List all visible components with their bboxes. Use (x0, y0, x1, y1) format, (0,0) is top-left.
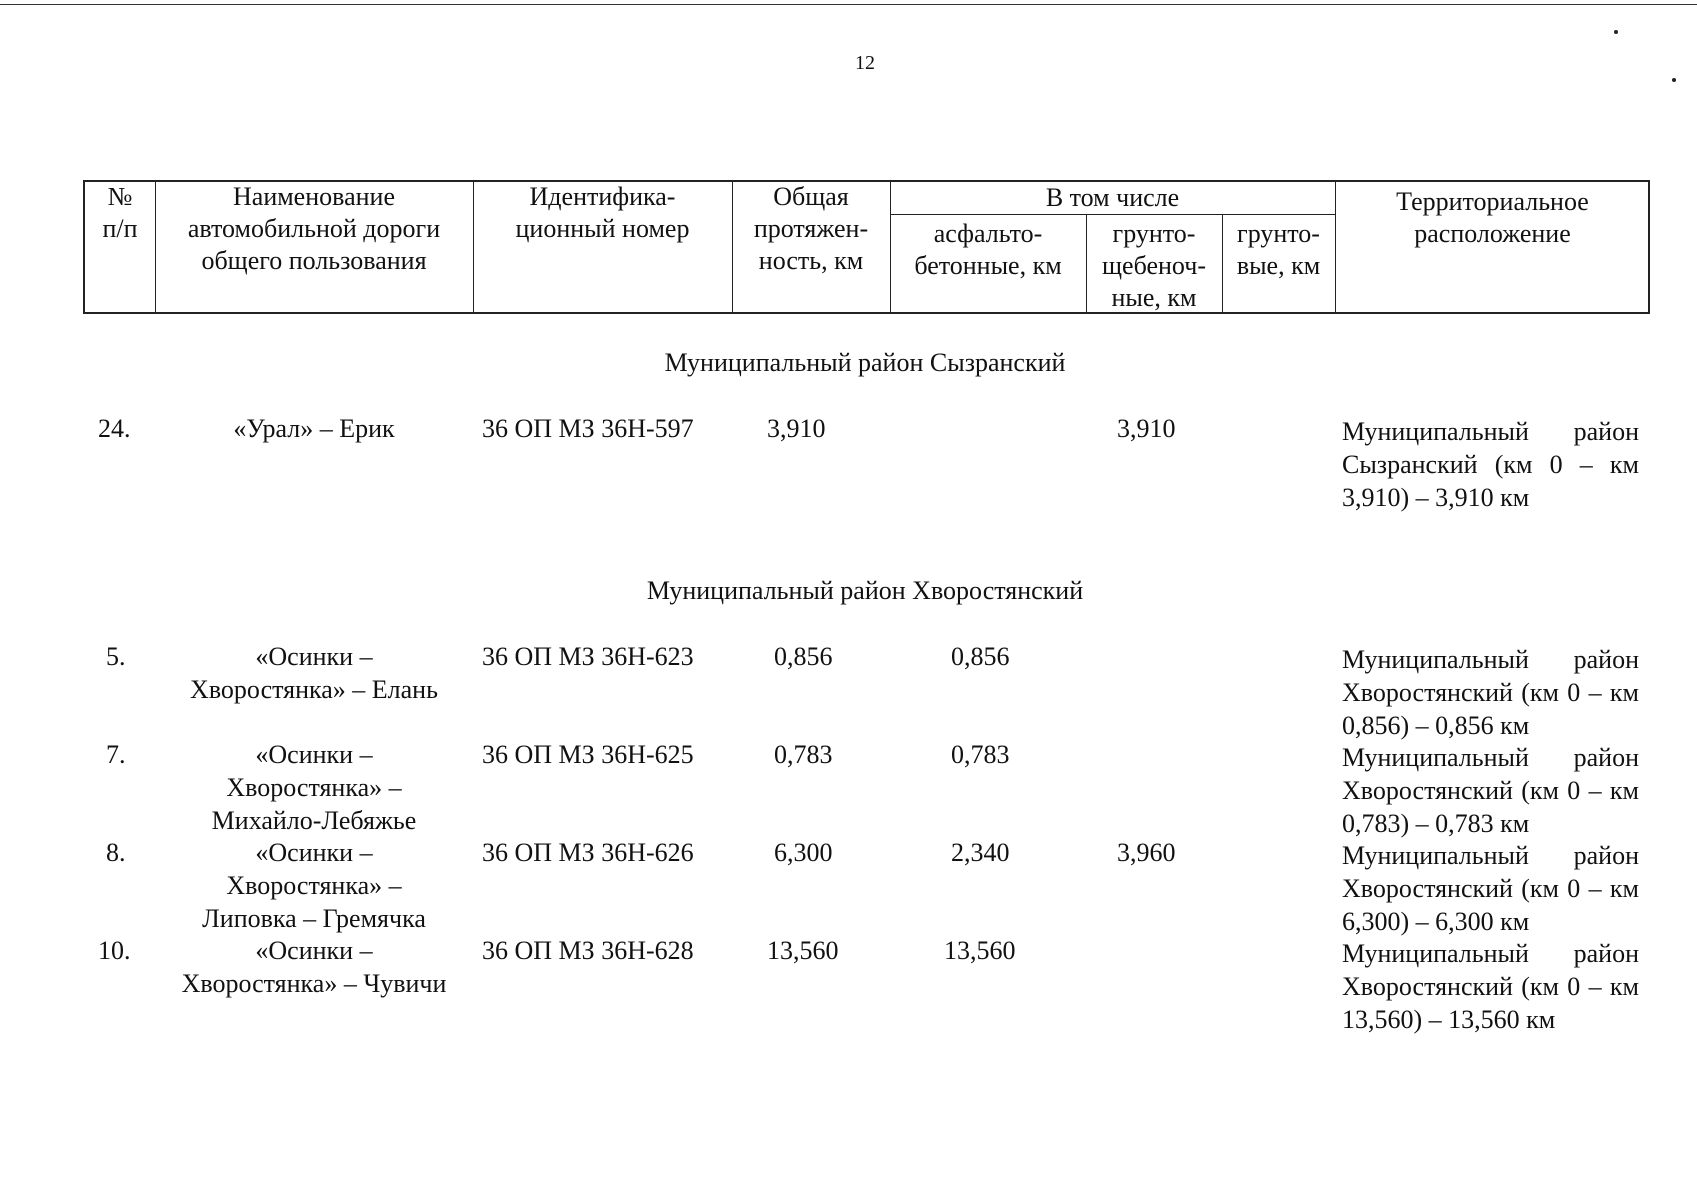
road-name: «Осинки – Хворостянка» – Михайло-Лебяжье (211, 740, 417, 835)
row-number: 24. (98, 414, 131, 443)
territory: Муниципальный район Сызранский (км 0 – км 3,910) – 3,910 км (1342, 417, 1639, 512)
header-asphalt: асфальто- бетонные, км (914, 219, 1062, 280)
total-length: 0,856 (774, 642, 833, 671)
territory: Муниципальный район Хворостянский (км 0 – км 0,783) – 0,783 км (1342, 743, 1639, 838)
header-gravel: грунто- щебеноч- ные, км (1102, 219, 1206, 312)
table-header (83, 180, 1650, 314)
road-name: «Осинки – Хворостянка» – Елань (190, 642, 438, 704)
scan-speck (1614, 30, 1618, 34)
page-number: 12 (855, 52, 875, 74)
header-number: № п/п (102, 182, 138, 243)
section-title: Муниципальный район Сызранский (664, 348, 1066, 377)
header-dirt: грунто- вые, км (1236, 219, 1321, 280)
gravel-length: 3,910 (1117, 414, 1176, 443)
section-title: Муниципальный район Хворостянский (646, 576, 1084, 605)
road-id: 36 ОП МЗ 36Н-626 (482, 838, 694, 867)
road-name: «Урал» – Ерик (233, 414, 395, 443)
road-id: 36 ОП МЗ 36Н-597 (482, 414, 694, 443)
total-length: 6,300 (774, 838, 833, 867)
asphalt-length: 0,856 (951, 642, 1010, 671)
gravel-length: 3,960 (1117, 838, 1176, 867)
scan-speck (1672, 78, 1676, 82)
header-total-length: Общая протяжен- ность, км (753, 182, 869, 275)
total-length: 0,783 (774, 740, 833, 769)
subheader-divider (890, 214, 1335, 215)
road-id: 36 ОП МЗ 36Н-628 (482, 936, 694, 965)
header-identification-number: Идентифика- ционный номер (515, 182, 690, 243)
road-name: «Осинки – Хворостянка» – Липовка – Гремячка (202, 838, 426, 933)
territory: Муниципальный район Хворостянский (км 0 – км 0,856) – 0,856 км (1342, 645, 1639, 740)
asphalt-length: 13,560 (944, 936, 1016, 965)
total-length: 3,910 (767, 414, 826, 443)
header-including: В том числе (1045, 183, 1180, 212)
top-rule (0, 4, 1697, 5)
asphalt-length: 2,340 (951, 838, 1010, 867)
territory: Муниципальный район Хворостянский (км 0 – км 13,560) – 13,560 км (1342, 939, 1639, 1034)
road-id: 36 ОП МЗ 36Н-623 (482, 642, 694, 671)
asphalt-length: 0,783 (951, 740, 1010, 769)
row-number: 8. (106, 838, 126, 867)
row-number: 10. (98, 936, 131, 965)
territory: Муниципальный район Хворостянский (км 0 – км 6,300) – 6,300 км (1342, 841, 1639, 936)
road-id: 36 ОП МЗ 36Н-625 (482, 740, 694, 769)
header-road-name: Наименование автомобильной дороги общего пользования (187, 182, 441, 275)
row-number: 7. (106, 740, 126, 769)
total-length: 13,560 (767, 936, 839, 965)
row-number: 5. (106, 642, 126, 671)
header-territory: Территориальное расположение (1396, 187, 1589, 248)
road-name: «Осинки – Хворостянка» – Чувичи (181, 936, 447, 998)
